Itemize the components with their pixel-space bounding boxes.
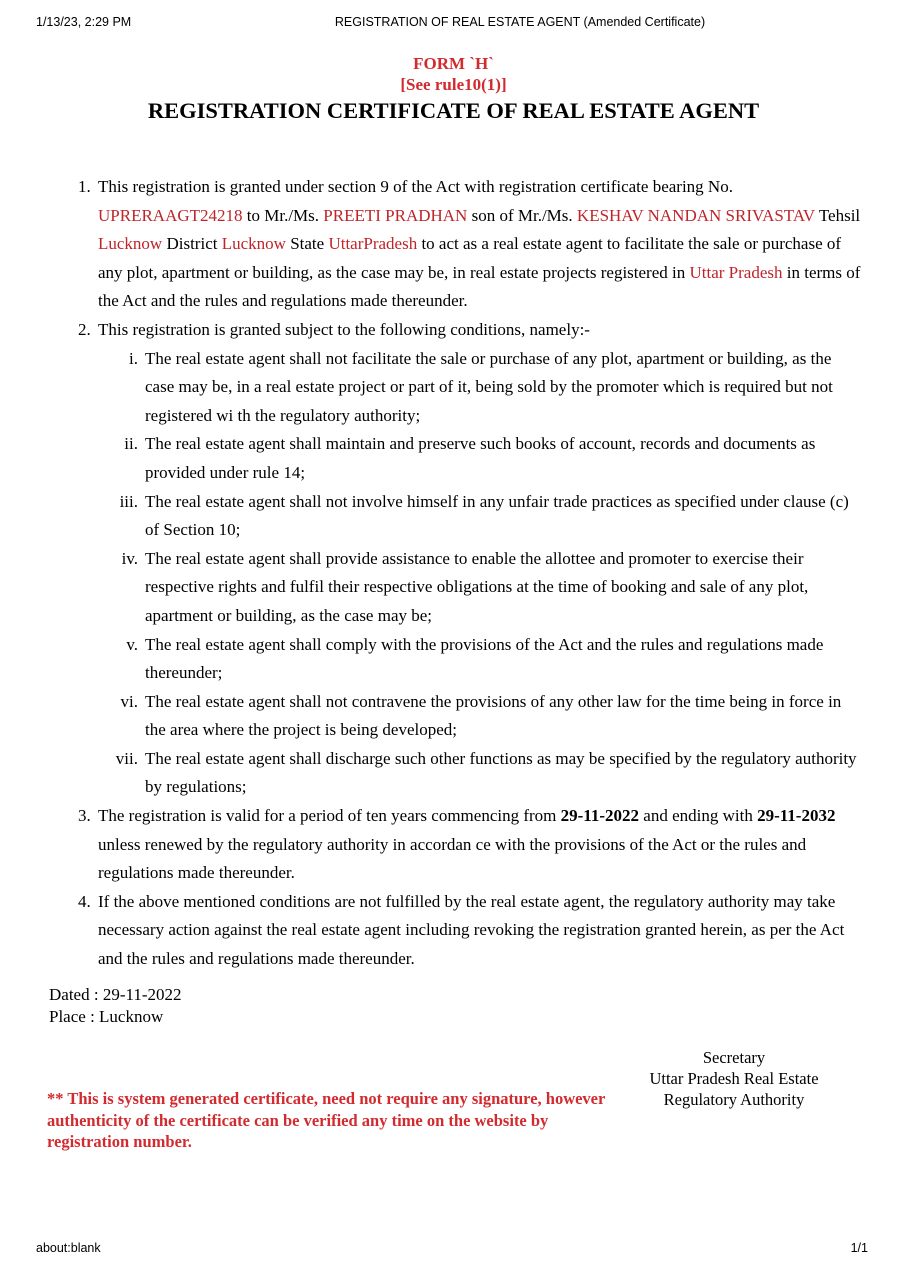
print-timestamp: 1/13/23, 2:29 PM [36,15,132,29]
authority-name-line1: Uttar Pradesh Real Estate [649,1069,819,1088]
condition-i-marker: i. [129,348,138,368]
condition-ii-marker: ii. [124,434,138,454]
highlighted-text-segment: Lucknow [98,234,163,254]
list-item-4-marker: 4. [78,891,91,911]
text-segment: to Mr./Ms. [242,205,324,225]
condition-vi-marker: vi. [120,691,138,711]
print-header [0,15,907,33]
text-segment: This registration is granted under section 9 of the Act with registration certificate bearing No. [98,177,733,196]
dated-place-block [49,984,182,1027]
list-item-3-marker: 3. [78,806,91,826]
list-item-3 [78,802,863,888]
text-segment: If the above mentioned conditions are not fulfilled by the real estate agent, the regulatory authority may take necessary action against the real estate agent including revoking the registration granted herein, as per the Act and the rules and regulations made thereunder. [98,891,845,969]
condition-iv-text: The real estate agent shall provide assistance to enable the allottee and promoter to exercise their respective rights and fulfil their respective obligations at the time of booking and sale of any plot, apartment or building, as the case may be; [145,548,809,625]
condition-item-vii [104,745,863,802]
text-segment: in terms of the Act and the rules and regulations made thereunder. [98,262,861,311]
dated-line: Dated : 29-11-2022 [49,985,182,1004]
condition-v-marker: v. [126,634,138,654]
text-segment: son of Mr./Ms. [467,205,577,225]
highlighted-text-segment: Lucknow [221,234,286,254]
condition-ii-text: The real estate agent shall maintain and preserve such books of account, records and documents as provided under rule 14; [145,434,816,482]
certificate-title: REGISTRATION CERTIFICATE OF REAL ESTATE AGENT [147,98,760,123]
print-document-title: REGISTRATION OF REAL ESTATE AGENT (Amended Certificate) [334,15,706,29]
highlighted-text-segment: UPRERAAGT24218 [98,205,243,225]
condition-iv-marker: iv. [121,548,138,568]
system-generated-disclaimer: ** This is system generated certificate, need not require any signature, however authenticity of the certificate can be verified any time on the website by registration number. [47,1089,606,1151]
condition-item-i [104,345,863,431]
condition-item-iv [104,545,863,631]
list-item-4-text [98,888,863,974]
condition-item-v [104,631,863,688]
list-item-2-content [98,316,863,802]
print-footer-url: about:blank [36,1241,101,1255]
text-segment: to act as a real estate agent to facilitate the sale or purchase of any plot, apartment or building, as the case may be, in real estate projects registered in [98,234,842,282]
highlighted-text-segment: 29-11-2022 [560,806,640,826]
condition-vii-text: The real estate agent shall discharge such other functions as may be specified by the regulatory authority by regulations; [145,748,857,797]
highlighted-text-segment: KESHAV NANDAN SRIVASTAV [576,205,815,225]
highlighted-text-segment: Uttar Pradesh [689,262,783,282]
text-segment: Tehsil [814,205,861,225]
list-item-1 [78,173,863,316]
list-item-3-text [98,802,863,888]
condition-iii-text: The real estate agent shall not involve himself in any unfair trade practices as specified under clause (c) of Section 10; [145,491,849,540]
place-line: Place : Lucknow [49,1006,164,1026]
signature-block [627,1047,841,1110]
text-segment: unless renewed by the regulatory authority in accordan ce with the provisions of the Act or the rules and regulations made thereunder. [98,834,807,883]
list-item-1-marker: 1. [78,177,91,196]
text-segment: The registration is valid for a period of ten years commencing from [98,806,561,826]
text-segment: This registration is granted subject to the following conditions, namely:- [98,319,590,339]
rule-reference: [See rule10(1)] [400,75,507,94]
condition-vii-marker: vii. [115,748,138,768]
condition-vi-text: The real estate agent shall not contravene the provisions of any other law for the time being in force in the area where the project is being developed; [145,691,842,740]
condition-item-ii [104,430,863,487]
list-item-2 [78,316,863,802]
print-footer [0,1241,907,1259]
highlighted-text-segment: PREETI PRADHAN [323,205,468,225]
text-segment: and ending with [639,806,758,826]
authority-name-line2: Regulatory Authority [663,1090,805,1109]
highlighted-text-segment: UttarPradesh [328,234,418,254]
list-item-1-text [98,173,863,316]
conditions-list [98,345,863,803]
list-item-2-marker: 2. [78,319,91,339]
list-item-2-text [98,320,590,339]
certificate-body [0,173,907,974]
condition-iii-marker: iii. [119,491,138,511]
highlighted-text-segment: 29-11-2032 [757,806,836,826]
print-footer-page-indicator: 1/1 [850,1241,868,1255]
text-segment: District [162,234,222,254]
condition-i-text: The real estate agent shall not facilitate the sale or purchase of any plot, apartment or building, as the case may be, in a real estate project or part of it, being sold by the promoter which is required but not registered wi th the regulatory authority; [145,348,833,425]
signatory-title: Secretary [702,1048,766,1067]
list-item-4 [78,888,863,974]
condition-item-iii [104,488,863,545]
condition-item-vi [104,688,863,745]
text-segment: State [285,234,329,254]
form-title: FORM `H` [413,54,494,73]
condition-v-text: The real estate agent shall comply with the provisions of the Act and the rules and regulations made thereunder; [145,634,824,683]
